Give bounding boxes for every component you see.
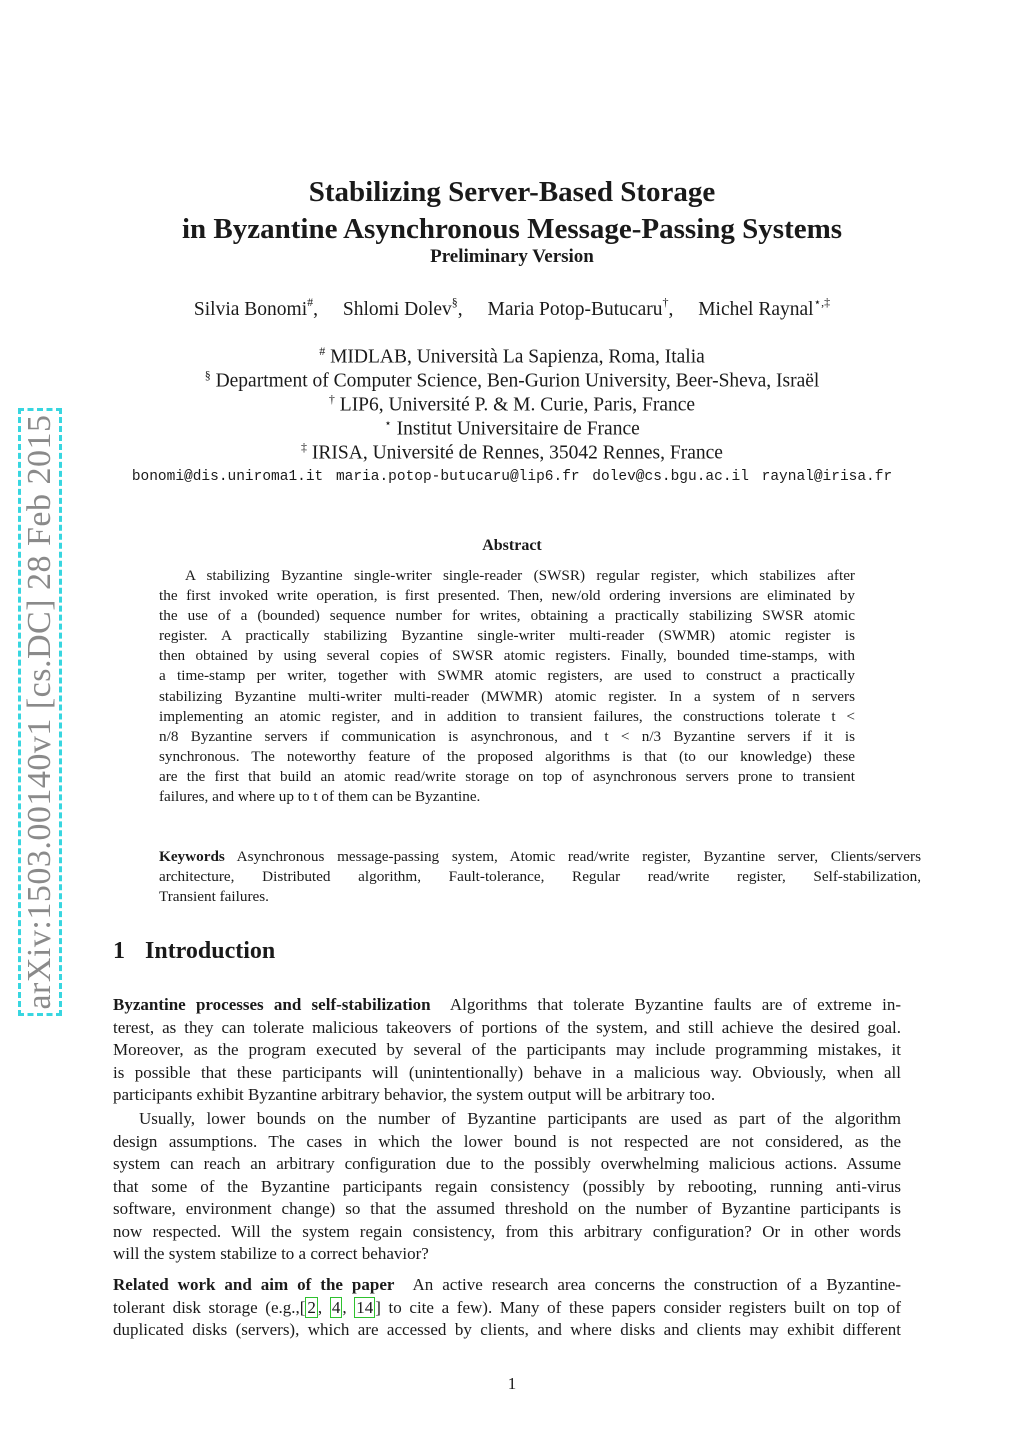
paper-title-line-2: in Byzantine Asynchronous Message-Passing Systems (181, 213, 843, 245)
abstract-line: register. A practically stabilizing Byzantine single-writer multi-reader (SWMR) atomic register is (159, 627, 855, 645)
paragraph-line: that some of the Byzantine participants regain consistency (possibly by rebooting, running anti-virus (113, 1176, 901, 1196)
email-link[interactable]: raynal@irisa.fr (761, 469, 893, 485)
abstract-line: n/8 Byzantine servers if communication is asynchronous, and t < n/3 Byzantine servers if it is (159, 727, 855, 745)
abstract-line: implementing an atomic register, and in addition to transient failures, the constructions tolerate t < (159, 707, 855, 725)
paragraph-line: duplicated disks (servers), which are accessed by clients, and where disks and clients may exhibit different (113, 1320, 901, 1339)
abstract-line: the use of a (bounded) sequence number for writes, obtaining a practically stabilizing SWSR atomic (159, 607, 855, 625)
affiliation: # MIDLAB, Università La Sapienza, Roma, Italia (319, 344, 705, 368)
keywords-block (159, 847, 921, 906)
paragraph-heading: Related work and aim of the paper (113, 1275, 395, 1294)
abstract-line: stabilizing Byzantine multi-writer multi-reader (MWMR) atomic register. In a system of n servers (159, 687, 855, 705)
section-number: 1 (113, 938, 125, 964)
email-link[interactable]: maria.potop-butucaru@lip6.fr (335, 469, 580, 485)
citation-link[interactable]: 14 (356, 1297, 374, 1317)
paragraph-line: terest, as they can tolerate malicious takeovers of portions of the system, and still achieve the desired goal. (113, 1017, 901, 1037)
author: Shlomi Dolev§, (342, 295, 463, 320)
paragraph-line: participants exhibit Byzantine arbitrary behavior, the system output will be arbitrary too. (113, 1085, 716, 1104)
keywords-line: Transient failures. (159, 887, 269, 905)
affiliation: ⋆ Institut Universitaire de France (384, 416, 640, 440)
affiliation: ‡ IRISA, Université de Rennes, 35042 Rennes, France (301, 440, 723, 464)
paper-title-line-1: Stabilizing Server-Based Storage (308, 176, 716, 208)
paragraph-line: Usually, lower bounds on the number of Byzantine participants are used as part of the algorithm (139, 1109, 901, 1128)
author-emails (0, 469, 1024, 485)
paragraph-line: Related work and aim of the paper An active research area concerns the construction of a Byzantine- (113, 1275, 902, 1294)
section-heading (113, 938, 275, 965)
paragraph-lower-bounds (113, 1108, 901, 1266)
affiliation: † LIP6, Université P. & M. Curie, Paris, France (328, 392, 696, 416)
keywords-line: Keywords Asynchronous message-passing system, Atomic read/write register, Byzantine server, Clients/servers (159, 848, 921, 865)
abstract-line: a time-stamp per writer, together with SWMR atomic registers, are used to construct a practically (159, 667, 855, 685)
affiliation: § Department of Computer Science, Ben-Gurion University, Beer-Sheva, Israël (204, 368, 820, 392)
abstract-body (159, 566, 855, 807)
paragraph-line: software, environment change) so that the assumed threshold on the number of Byzantine participants is (113, 1199, 901, 1218)
abstract-heading: Abstract (482, 537, 542, 554)
citation-link[interactable]: 4 (331, 1297, 341, 1317)
paper-subtitle: Preliminary Version (430, 246, 594, 267)
abstract-line: failures, and where up to t of them can be Byzantine. (159, 788, 481, 806)
email-link[interactable]: bonomi@dis.uniroma1.it (131, 469, 324, 485)
paragraph-heading: Byzantine processes and self-stabilization (113, 995, 431, 1014)
abstract-line: then obtained by using several copies of SWSR atomic registers. Finally, bounded time-stamps, with (159, 647, 855, 665)
paragraph-line: now respected. Will the system regain consistency, from this arbitrary configuration? Or in other words (113, 1221, 901, 1241)
author: Michel Raynal⋆,‡ (698, 295, 831, 320)
paragraph-line: tolerant disk storage (e.g.,[ 2 , 4 , 14 ] to cite a few). Many of these papers consider registers built on top of (113, 1297, 902, 1317)
paragraph-line: design assumptions. The cases in which the lower bound is not respected are not considered, as the (113, 1131, 901, 1151)
paragraph-line: Moreover, as the program executed by several of the participants may include programming mistakes, it (113, 1040, 901, 1059)
abstract-line: the first invoked write operation, is first presented. Then, new/old ordering inversions are eliminated by (159, 587, 855, 605)
author-list (0, 296, 1024, 321)
paragraph-byzantine (113, 994, 901, 1107)
arxiv-identifier: arXiv:1503.00140v1 [cs.DC] 28 Feb 2015 (21, 414, 58, 1010)
paragraph-line: will the system stabilize to a correct behavior? (113, 1244, 429, 1263)
keywords-line: architecture, Distributed algorithm, Fault-tolerance, Regular read/write register, Self-stabilization, (159, 867, 921, 885)
paragraph-line: Byzantine processes and self-stabilization Algorithms that tolerate Byzantine faults are of extreme in- (113, 995, 901, 1014)
email-link[interactable]: dolev@cs.bgu.ac.il (592, 469, 749, 485)
paragraph-line: system can reach an arbitrary configuration due to the possibly overwhelming malicious actions. Assume (113, 1154, 901, 1173)
abstract-line: are the first that build an atomic read/write storage on top of asynchronous servers prone to transient (159, 767, 855, 785)
abstract-line: synchronous. The noteworthy feature of the proposed algorithms is that (to our knowledge) these (159, 747, 855, 765)
author: Silvia Bonomi#, (193, 295, 319, 320)
keywords-label: Keywords (159, 848, 225, 865)
abstract-line: A stabilizing Byzantine single-writer single-reader (SWSR) regular register, which stabilizes after (185, 567, 855, 584)
author: Maria Potop-Butucaru†, (487, 295, 674, 320)
page-number: 1 (507, 1374, 517, 1393)
section-title: Introduction (145, 938, 276, 964)
paragraph-line: is possible that these participants will (unintentionally) behave in a malicious way. Obviously, when all (113, 1062, 901, 1082)
paragraph-related-work (113, 1274, 901, 1342)
citation-link[interactable]: 2 (307, 1297, 316, 1317)
